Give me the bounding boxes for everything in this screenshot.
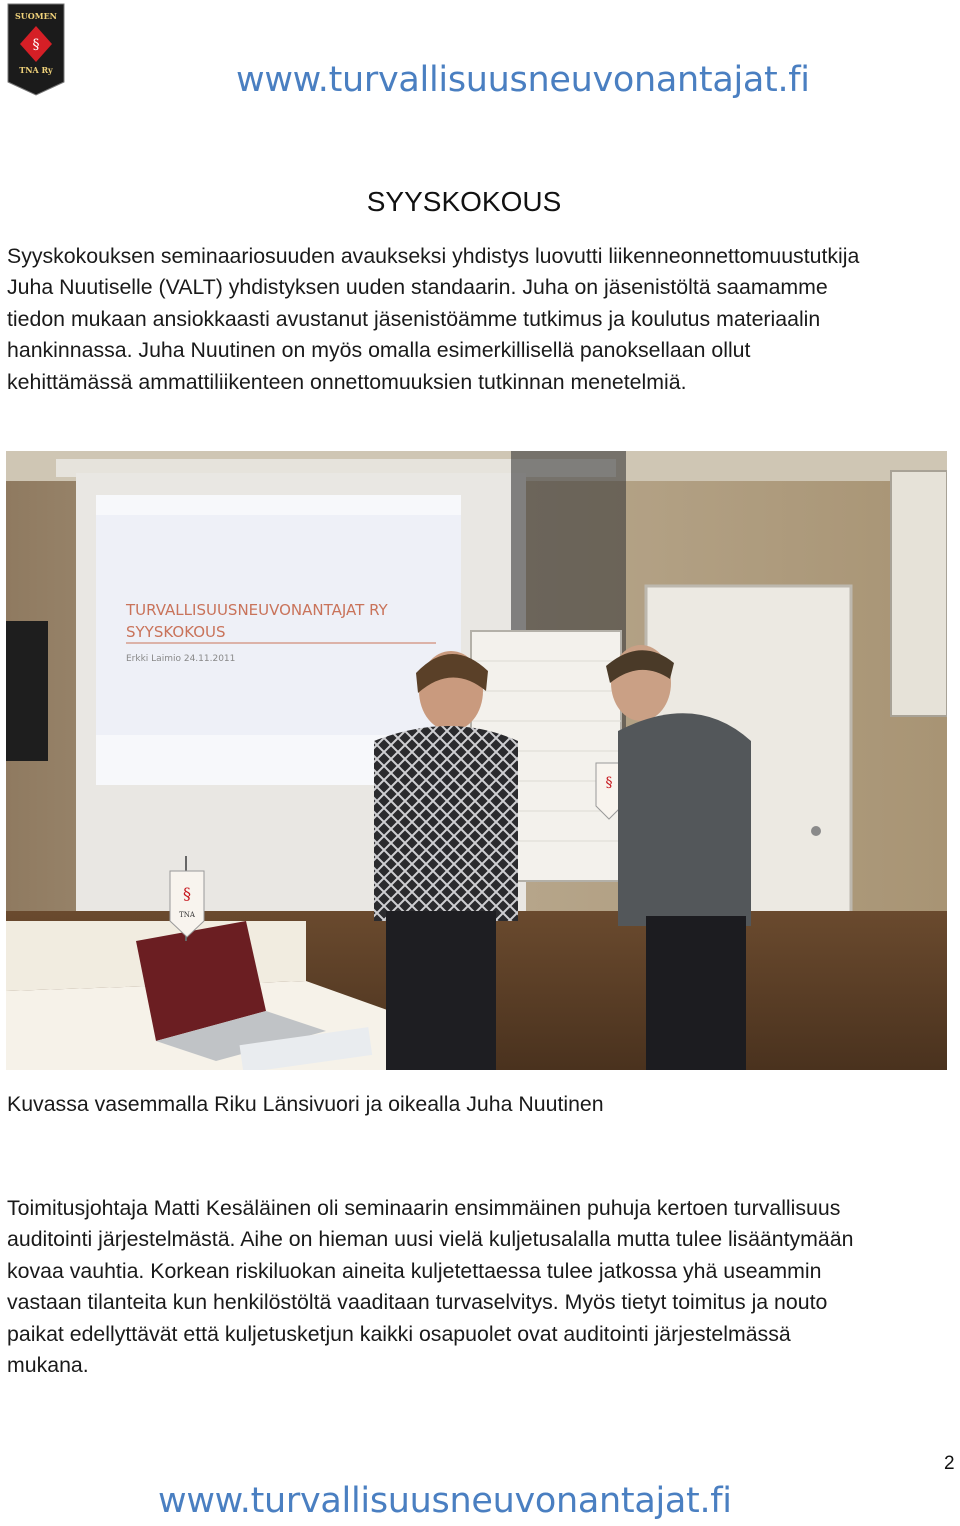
logo-text-top: SUOMEN xyxy=(15,11,57,21)
slide-footer: Erkki Laimio 24.11.2011 xyxy=(126,654,236,664)
paragraph-line: vastaan tilanteita kun henkilöstöltä vaaditaan turvaselvitys. Myös tietyt toimitus ja nouto xyxy=(7,1290,828,1315)
paragraph-line: tiedon mukaan ansiokkaasti avustanut jäsenistöämme tutkimus ja koulutus materiaalin xyxy=(7,306,821,331)
meeting-photo xyxy=(6,451,947,1070)
logo-symbol: § xyxy=(32,37,40,53)
page-number: 2 xyxy=(944,1453,955,1474)
slide-title: TURVALLISUUSNEUVONANTAJAT RY xyxy=(126,601,388,619)
pennant-symbol: § xyxy=(183,884,191,903)
article-title: SYYSKOKOUS xyxy=(366,186,562,217)
paragraph-line: kehittämässä ammattiliikenteen onnettomuuksien tutkinnan menetelmiä. xyxy=(7,369,687,394)
paragraph-line: hankinnassa. Juha Nuutinen on myös omalla esimerkillisellä panoksellaan ollut xyxy=(7,338,751,363)
tna-logo xyxy=(6,2,66,96)
slide-subtitle: SYYSKOKOUS xyxy=(126,623,226,641)
paragraph-line: Juha Nuutiselle (VALT) yhdistyksen uuden standaarin. Juha on jäsenistöltä saamamme xyxy=(7,275,828,300)
footer-url[interactable]: www.turvallisuusneuvonantajat.fi xyxy=(158,1481,732,1521)
logo-text-bottom: TNA Ry xyxy=(19,65,53,75)
paragraph-line: paikat edellyttävät että kuljetusketjun kaikki osapuolet ovat auditointi järjestelmässä xyxy=(7,1321,791,1346)
header-url[interactable]: www.turvallisuusneuvonantajat.fi xyxy=(236,60,810,100)
paragraph-line: kovaa vauhtia. Korkean riskiluokan aineita kuljetettaessa tulee jatkossa yhä useammin xyxy=(7,1258,822,1283)
paragraph-1 xyxy=(7,241,959,398)
pennant-label: TNA xyxy=(179,911,195,919)
paragraph-line: Toimitusjohtaja Matti Kesäläinen oli seminaarin ensimmäinen puhuja kertoen turvallisuus xyxy=(7,1196,841,1220)
svg-text:§: § xyxy=(605,775,613,791)
paragraph-line: auditointi järjestelmästä. Aihe on hieman uusi vielä kuljetusalalla mutta tulee lisääntymään xyxy=(7,1227,854,1252)
paragraph-line: Syyskokouksen seminaariosuuden avaukseksi yhdistys luovutti liikenneonnettomuustutkija xyxy=(7,244,860,268)
paragraph-line: mukana. xyxy=(7,1353,89,1378)
photo-caption: Kuvassa vasemmalla Riku Länsivuori ja oikealla Juha Nuutinen xyxy=(7,1092,604,1116)
paragraph-2 xyxy=(7,1193,959,1381)
